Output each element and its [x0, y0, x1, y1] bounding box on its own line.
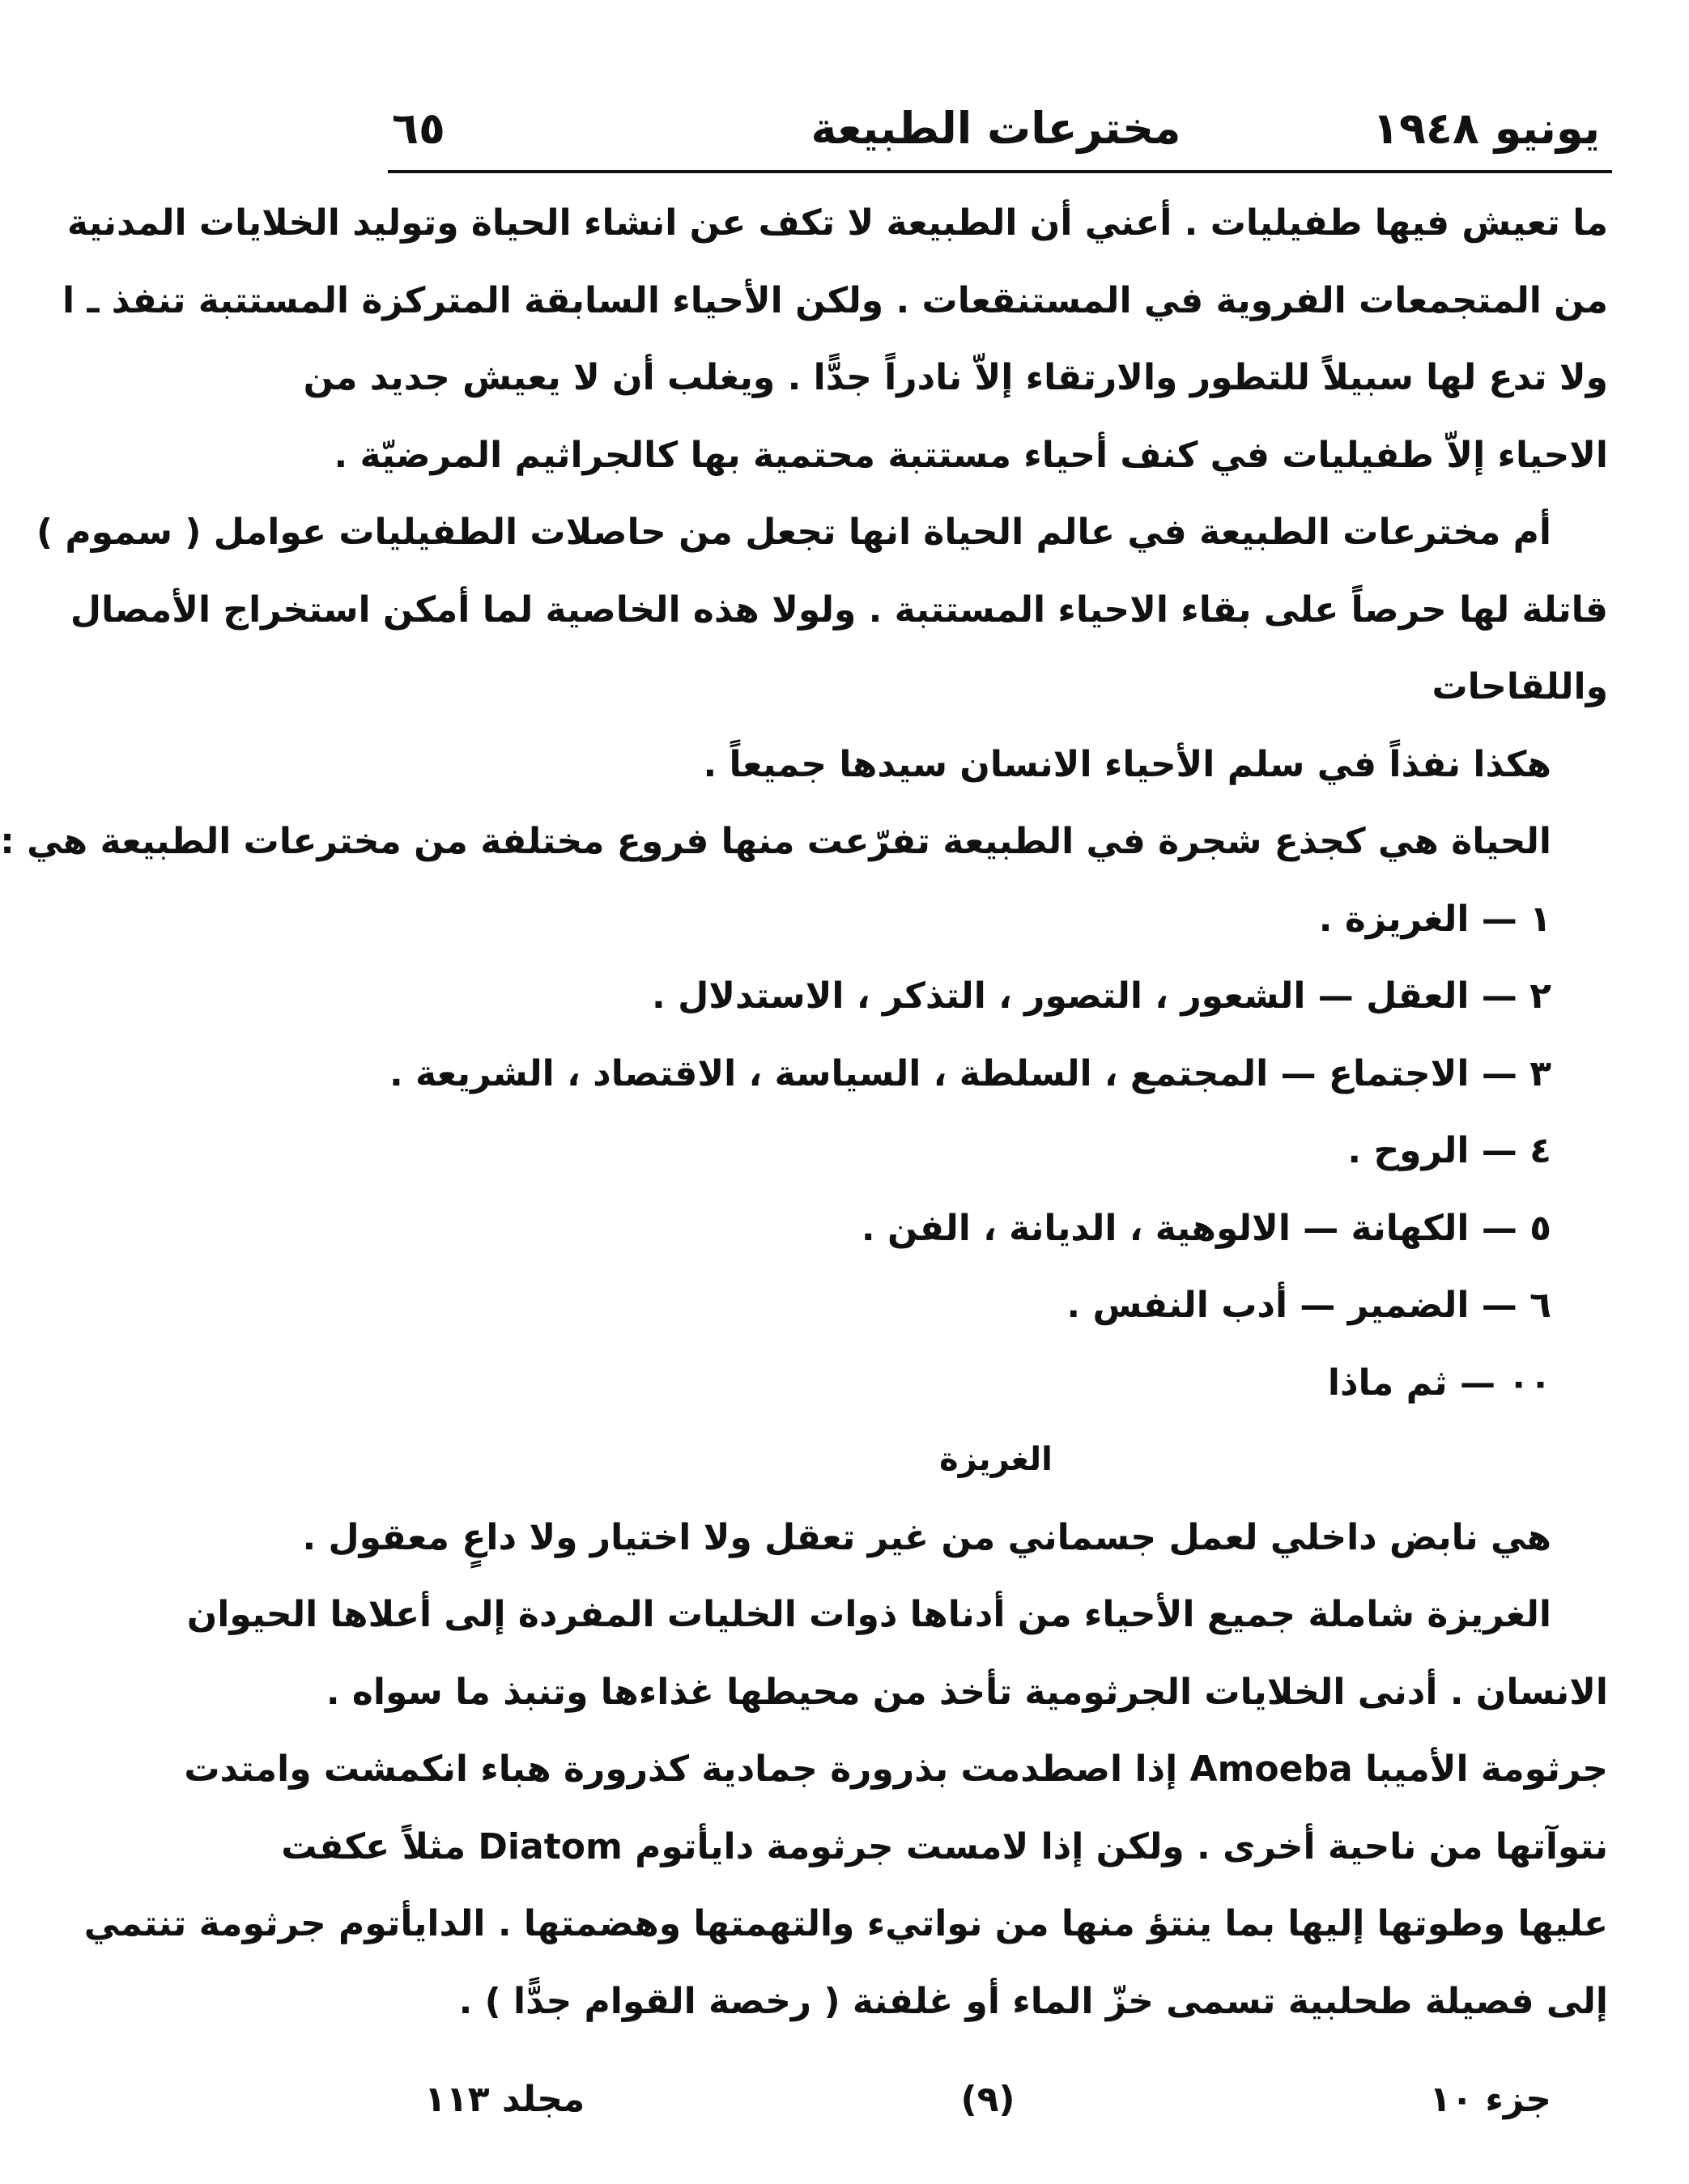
paragraph-line: الحياة هي كجذع شجرة في الطبيعة تفرّعت منها فروع مختلفة من مخترعات الطبيعة هي : — [0, 821, 1551, 862]
list-item: ٣ — الاجتماع — المجتمع ، السلطة ، السياسة ، الاقتصاد ، الشريعة . — [389, 1052, 1551, 1094]
section-heading: الغريزة — [939, 1441, 1053, 1478]
list-item: ٥ — الكهانة — الالوهية ، الديانة ، الفن . — [861, 1207, 1551, 1249]
list-item: ٦ — الضمير — أدب النفس . — [1066, 1285, 1551, 1326]
page-footer — [424, 2067, 1551, 2131]
header-page-number: ٦٥ — [392, 102, 445, 154]
article-body — [0, 185, 1608, 2040]
paragraph-line: جرثومة الأميبا Amoeba إذا اصطدمت بذرورة جمادية كذرورة هباء انكمشت وامتدت — [184, 1748, 1608, 1790]
footer-signature: (٩) — [960, 2078, 1015, 2120]
header-date: يونيو ١٩٤٨ — [1372, 102, 1600, 154]
paragraph-line: إلى فصيلة طحلبية تسمى خزّ الماء أو غلفنة ( رخصة القوام جدًّا ) . — [458, 1980, 1608, 2022]
paragraph-line: ولا تدع لها سبيلاً للتطور والارتقاء إلاّ نادراً جدًّا . ويغلب أن لا يعيش جديد من — [303, 357, 1608, 398]
paragraph-line: أم مخترعات الطبيعة في عالم الحياة انها تجعل من حاصلات الطفيليات عوامل ( سموم ) — [36, 512, 1551, 553]
header-title: مخترعات الطبيعة — [810, 102, 1181, 154]
list-item: ٤ — الروح . — [1347, 1130, 1551, 1171]
paragraph-line: هكذا نفذاً في سلم الأحياء الانسان سيدها جميعاً . — [703, 743, 1551, 785]
paragraph-line: عليها وطوتها إليها بما ينتؤ منها من نواتيء والتهمتها وهضمتها . الدايأتوم جرثومة تنتمي — [83, 1903, 1608, 1944]
paragraph-line: قاتلة لها حرصاً على بقاء الاحياء المستتبة . ولولا هذه الخاصية لما أمكن استخراج الأمصال — [70, 588, 1608, 631]
paragraph-line: الاحياء إلاّ طفيليات في كنف أحياء مستتبة محتمية بها كالجراثيم المرضيّة . — [334, 434, 1608, 476]
paragraph-line: ما تعيش فيها طفيليات . أعني أن الطبيعة لا تكف عن انشاء الحياة وتوليد الخلايات المدنية — [66, 202, 1608, 244]
list-item: ١ — الغريزة . — [1318, 898, 1551, 940]
footer-part: جزء ١٠ — [1429, 2078, 1551, 2120]
paragraph-line: الغريزة شاملة جميع الأحياء من أدناها ذوات الخليات المفردة إلى أعلاها الحيوان — [186, 1594, 1551, 1635]
paragraph-line: نتوآتها من ناحية أخرى . ولكن إذا لامست جرثومة دايأتوم Diatom مثلاً عكفت — [281, 1825, 1608, 1867]
list-item: ٠٠ — ثم ماذا — [1327, 1362, 1551, 1404]
header-rule — [388, 170, 1612, 173]
paragraph-line: هي نابض داخلي لعمل جسماني من غير تعقل ولا اختيار ولا داعٍ معقول . — [302, 1516, 1551, 1558]
running-header — [392, 96, 1600, 160]
paragraph-line: الانسان . أدنى الخلايات الجرثومية تأخذ من محيطها غذاءها وتنبذ ما سواه . — [325, 1671, 1608, 1713]
footer-volume: مجلد ١١٣ — [424, 2078, 585, 2120]
list-item: ٢ — العقل — الشعور ، التصور ، التذكر ، الاستدلال . — [652, 975, 1551, 1017]
paragraph-line: من المتجمعات الفروية في المستنقعات . ولكن الأحياء السابقة المتركزة المستتبة تنفذ ـ ا — [62, 279, 1608, 321]
paragraph-line: واللقاحات — [1432, 666, 1608, 707]
